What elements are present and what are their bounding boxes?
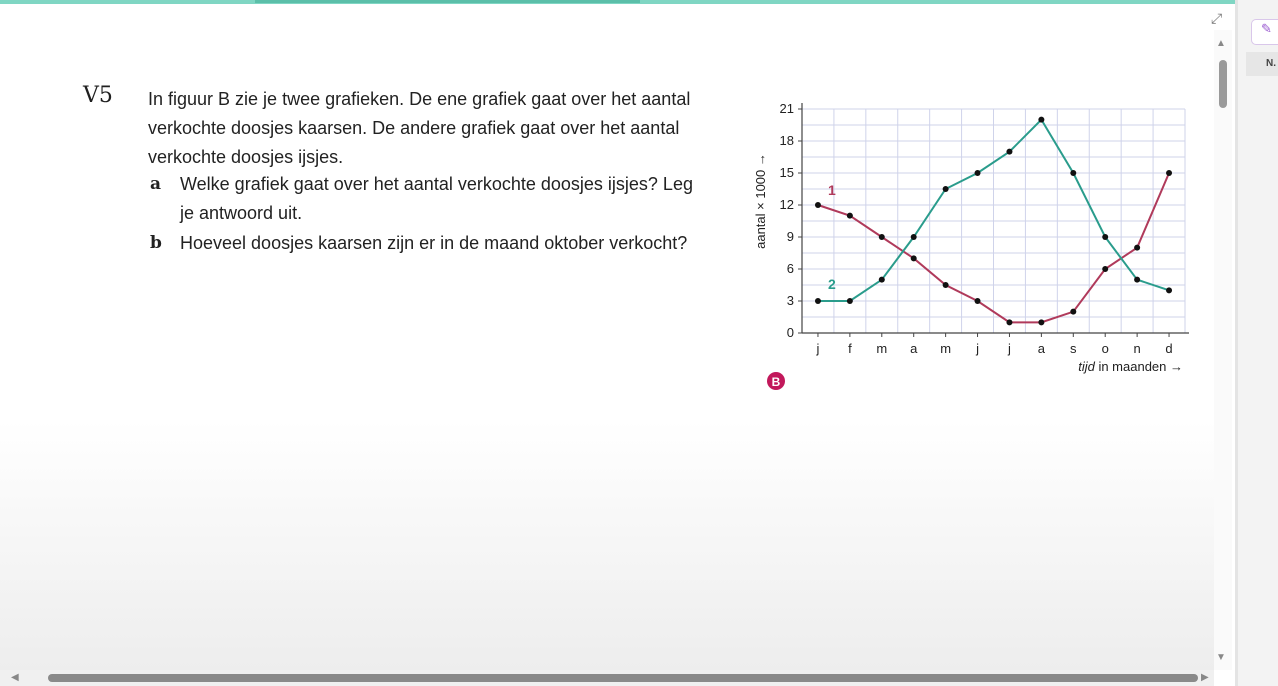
y-tick-label: 18 [779, 133, 794, 148]
data-point [1102, 234, 1108, 240]
line-chart [745, 95, 1205, 395]
x-tick-label: m [876, 341, 888, 356]
expand-icon[interactable]: ⤢ [1211, 10, 1223, 26]
y-axis-label: aantal × 1000 → [753, 153, 768, 249]
top-progress-bar [255, 0, 640, 3]
data-point [815, 202, 821, 208]
question-intro: In figuur B zie je twee grafieken. De ene grafiek gaat over het aantal verkochte doosjes kaarsen. De andere grafiek gaat over het aantal verkochte doosjes ijsjes. [148, 89, 691, 167]
data-point [911, 255, 917, 261]
x-tick-label: j [976, 341, 979, 356]
data-point [1166, 170, 1172, 176]
data-point [1166, 287, 1172, 293]
data-point [1038, 319, 1044, 325]
x-tick-label: j [816, 341, 820, 356]
data-point [1134, 245, 1140, 251]
data-point [815, 298, 821, 304]
series-label-2: 2 [827, 276, 836, 292]
data-point [847, 298, 853, 304]
data-point [975, 170, 981, 176]
x-tick-label: j [1008, 341, 1011, 356]
vertical-scroll-thumb[interactable] [1219, 60, 1227, 108]
data-point [943, 282, 949, 288]
scroll-down-icon[interactable]: ▼ [1216, 652, 1226, 663]
scroll-right-icon[interactable]: ▶ [1201, 672, 1209, 683]
question-number: V5 [83, 83, 113, 108]
side-panel [1238, 0, 1278, 686]
series-label-1: 1 [827, 182, 836, 198]
y-tick-label: 21 [779, 101, 794, 116]
x-tick-label: d [1165, 341, 1173, 356]
y-tick-label: 3 [786, 293, 794, 308]
data-point [1070, 309, 1076, 315]
edit-icon[interactable]: ✎ [1261, 21, 1272, 36]
scroll-left-icon[interactable]: ◀ [11, 672, 19, 683]
y-tick-label: 12 [779, 197, 794, 212]
data-point [911, 234, 917, 240]
y-tick-label: 15 [779, 165, 794, 180]
subquestion-b-label: b [150, 233, 162, 253]
page-background [0, 420, 1214, 670]
side-panel-item-label: N. [1266, 58, 1276, 69]
x-tick-label: f [848, 341, 852, 356]
x-axis-label: tijd in maanden → [1078, 359, 1183, 374]
vertical-scrollbar[interactable] [1214, 30, 1232, 670]
data-point [1070, 170, 1076, 176]
data-point [1102, 266, 1108, 272]
x-tick-label: a [1037, 341, 1045, 356]
data-point [1006, 319, 1012, 325]
x-tick-label: n [1133, 341, 1141, 356]
scroll-up-icon[interactable]: ▲ [1216, 38, 1226, 49]
data-point [943, 186, 949, 192]
y-tick-label: 9 [786, 229, 794, 244]
data-point [1038, 117, 1044, 123]
data-point [879, 234, 885, 240]
data-point [1006, 149, 1012, 155]
data-point [1134, 277, 1140, 283]
x-tick-label: a [910, 341, 918, 356]
subquestion-a-label: a [150, 174, 162, 194]
x-tick-label: s [1070, 341, 1077, 356]
subquestion-a-text: Welke grafiek gaat over het aantal verkochte doosjes ijsjes? Leg je antwoord uit. [180, 174, 693, 223]
y-tick-label: 0 [786, 325, 794, 340]
x-tick-label: m [940, 341, 952, 356]
y-tick-label: 6 [786, 261, 794, 276]
data-point [847, 213, 853, 219]
figure-label: B [771, 375, 781, 389]
data-point [879, 277, 885, 283]
horizontal-scroll-thumb[interactable] [48, 674, 1198, 682]
subquestion-b-text: Hoeveel doosjes kaarsen zijn er in de maand oktober verkocht? [180, 233, 688, 253]
data-point [975, 298, 981, 304]
x-tick-label: o [1101, 341, 1109, 356]
